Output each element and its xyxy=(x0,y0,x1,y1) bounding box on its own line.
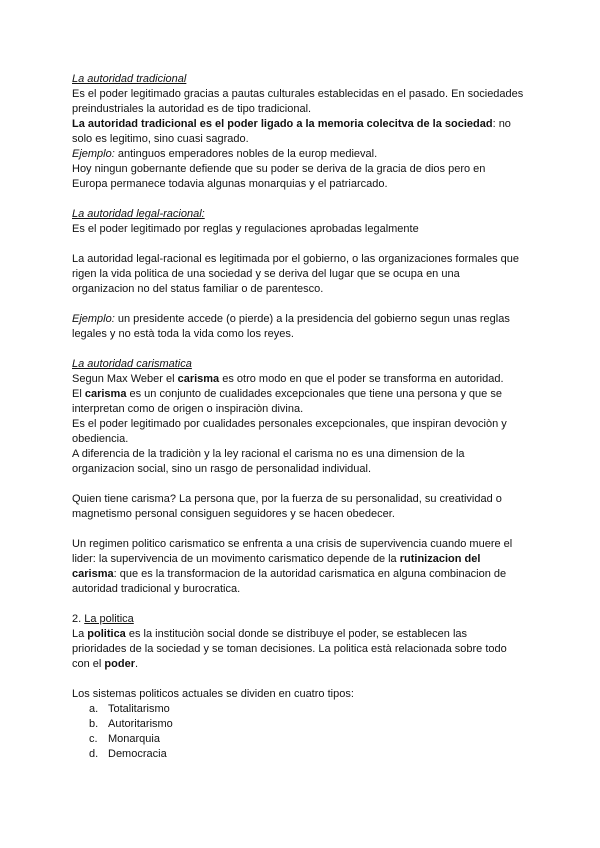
paragraph-line: obediencia. xyxy=(72,433,129,445)
paragraph-line xyxy=(72,147,528,162)
list-item-text: Democracia xyxy=(108,748,167,760)
paragraph-line: solo es legitimo, sino cuasi sagrado. xyxy=(72,133,249,145)
political-systems-list xyxy=(72,702,528,762)
list-item xyxy=(72,732,528,747)
paragraph-line xyxy=(72,627,528,642)
list-item xyxy=(72,747,528,762)
bold-text: carisma xyxy=(72,568,114,580)
bold-text: rutinizacion del xyxy=(399,553,481,565)
paragraph-line: autoridad tradicional y burocratica. xyxy=(72,583,241,595)
paragraph-line: Europa permanece todavia algunas monarquias y el patriarcado. xyxy=(72,178,388,190)
text-run: El xyxy=(72,388,85,400)
text-run: . xyxy=(134,658,139,670)
text-run: : no xyxy=(492,118,511,130)
list-item xyxy=(72,702,528,717)
paragraph-line: Es el poder legitimado gracias a pautas culturales establecidas en el pasado. En sociedades xyxy=(72,88,524,100)
paragraph-line: rigen la vida politica de una sociedad y se deriva del lugar que se ocupa en una xyxy=(72,268,460,280)
text-run: un presidente accede (o pierde) a la presidencia del gobierno segun unas reglas xyxy=(114,313,510,325)
list-item-text: Autoritarismo xyxy=(108,718,173,730)
bold-text: carisma xyxy=(84,388,127,400)
section-title: La politica xyxy=(84,613,134,625)
paragraph-line: organizacion social, sino un rasgo de personalidad individual. xyxy=(72,463,372,475)
list-marker: d. xyxy=(89,748,99,760)
heading-autoridad-carismatica: La autoridad carismatica xyxy=(72,358,192,370)
paragraph-line: Los sistemas politicos actuales se dividen en cuatro tipos: xyxy=(72,688,354,700)
paragraph-line xyxy=(72,552,528,567)
paragraph-line xyxy=(72,117,528,132)
list-item-text: Monarquia xyxy=(108,733,160,745)
paragraph-line xyxy=(72,657,528,672)
bold-text: carisma xyxy=(177,373,220,385)
document-page xyxy=(72,72,528,762)
paragraph-line: organizacion no del status familiar o de parentesco. xyxy=(72,283,324,295)
paragraph-line: Quien tiene carisma? La persona que, por la fuerza de su personalidad, su creatividad o xyxy=(72,493,502,505)
paragraph-line xyxy=(72,387,528,402)
paragraph-line: A diferencia de la tradiciòn y la ley racional el carisma no es una dimension de la xyxy=(72,448,465,460)
paragraph-line: legales y no està toda la vida como los reyes. xyxy=(72,328,294,340)
list-item xyxy=(72,717,528,732)
bold-text: poder xyxy=(104,658,135,670)
paragraph-line xyxy=(72,567,528,582)
bold-text: La autoridad tradicional es el poder ligado a la memoria colecitva de la sociedad xyxy=(72,118,493,130)
heading-autoridad-legal-racional: La autoridad legal-racional: xyxy=(72,208,205,220)
text-run: Segun Max Weber el xyxy=(72,373,178,385)
example-label: Ejemplo: xyxy=(72,148,115,160)
paragraph-line: magnetismo personal consiguen seguidores y se hacen obedecer. xyxy=(72,508,395,520)
section-number: 2. xyxy=(72,613,85,625)
paragraph-line: Hoy ningun gobernante defiende que su poder se deriva de la gracia de dios pero en xyxy=(72,163,486,175)
paragraph-line: Es el poder legitimado por reglas y regulaciones aprobadas legalmente xyxy=(72,223,419,235)
paragraph-line: interpretan como de origen o inspiraciòn divina. xyxy=(72,403,304,415)
text-run: lider: la supervivencia de un movimento carismatico depende de la xyxy=(72,553,400,565)
text-run: antinguos emperadores nobles de la europ medieval. xyxy=(114,148,378,160)
list-marker: a. xyxy=(89,703,99,715)
heading-la-politica xyxy=(72,612,528,627)
paragraph-line: preindustriales la autoridad es de tipo tradicional. xyxy=(72,103,312,115)
paragraph-line xyxy=(72,312,528,327)
text-run: La xyxy=(72,628,88,640)
paragraph-line: Un regimen politico carismatico se enfrenta a una crisis de supervivencia cuando muere el xyxy=(72,538,513,550)
text-run: es un conjunto de cualidades excepcionales que tiene una persona y que se xyxy=(126,388,502,400)
paragraph-line: Es el poder legitimado por cualidades personales excepcionales, que inspiran devociòn y xyxy=(72,418,507,430)
text-run: : que es la transformacion de la autoridad carismatica en alguna combinacion de xyxy=(113,568,507,580)
text-run: es la instituciòn social donde se distribuye el poder, se establecen las xyxy=(125,628,468,640)
example-label: Ejemplo: xyxy=(72,313,115,325)
text-run: con el xyxy=(72,658,105,670)
heading-autoridad-tradicional: La autoridad tradicional xyxy=(72,73,187,85)
list-item-text: Totalitarismo xyxy=(108,703,170,715)
list-marker: c. xyxy=(89,733,98,745)
paragraph-line: prioridades de la sociedad y se toman decisiones. La politica està relacionada sobre todo xyxy=(72,643,507,655)
bold-text: politica xyxy=(87,628,126,640)
list-marker: b. xyxy=(89,718,99,730)
paragraph-line xyxy=(72,372,528,387)
paragraph-line: La autoridad legal-racional es legitimada por el gobierno, o las organizaciones formales que xyxy=(72,253,519,265)
text-run: es otro modo en que el poder se transforma en autoridad. xyxy=(219,373,504,385)
